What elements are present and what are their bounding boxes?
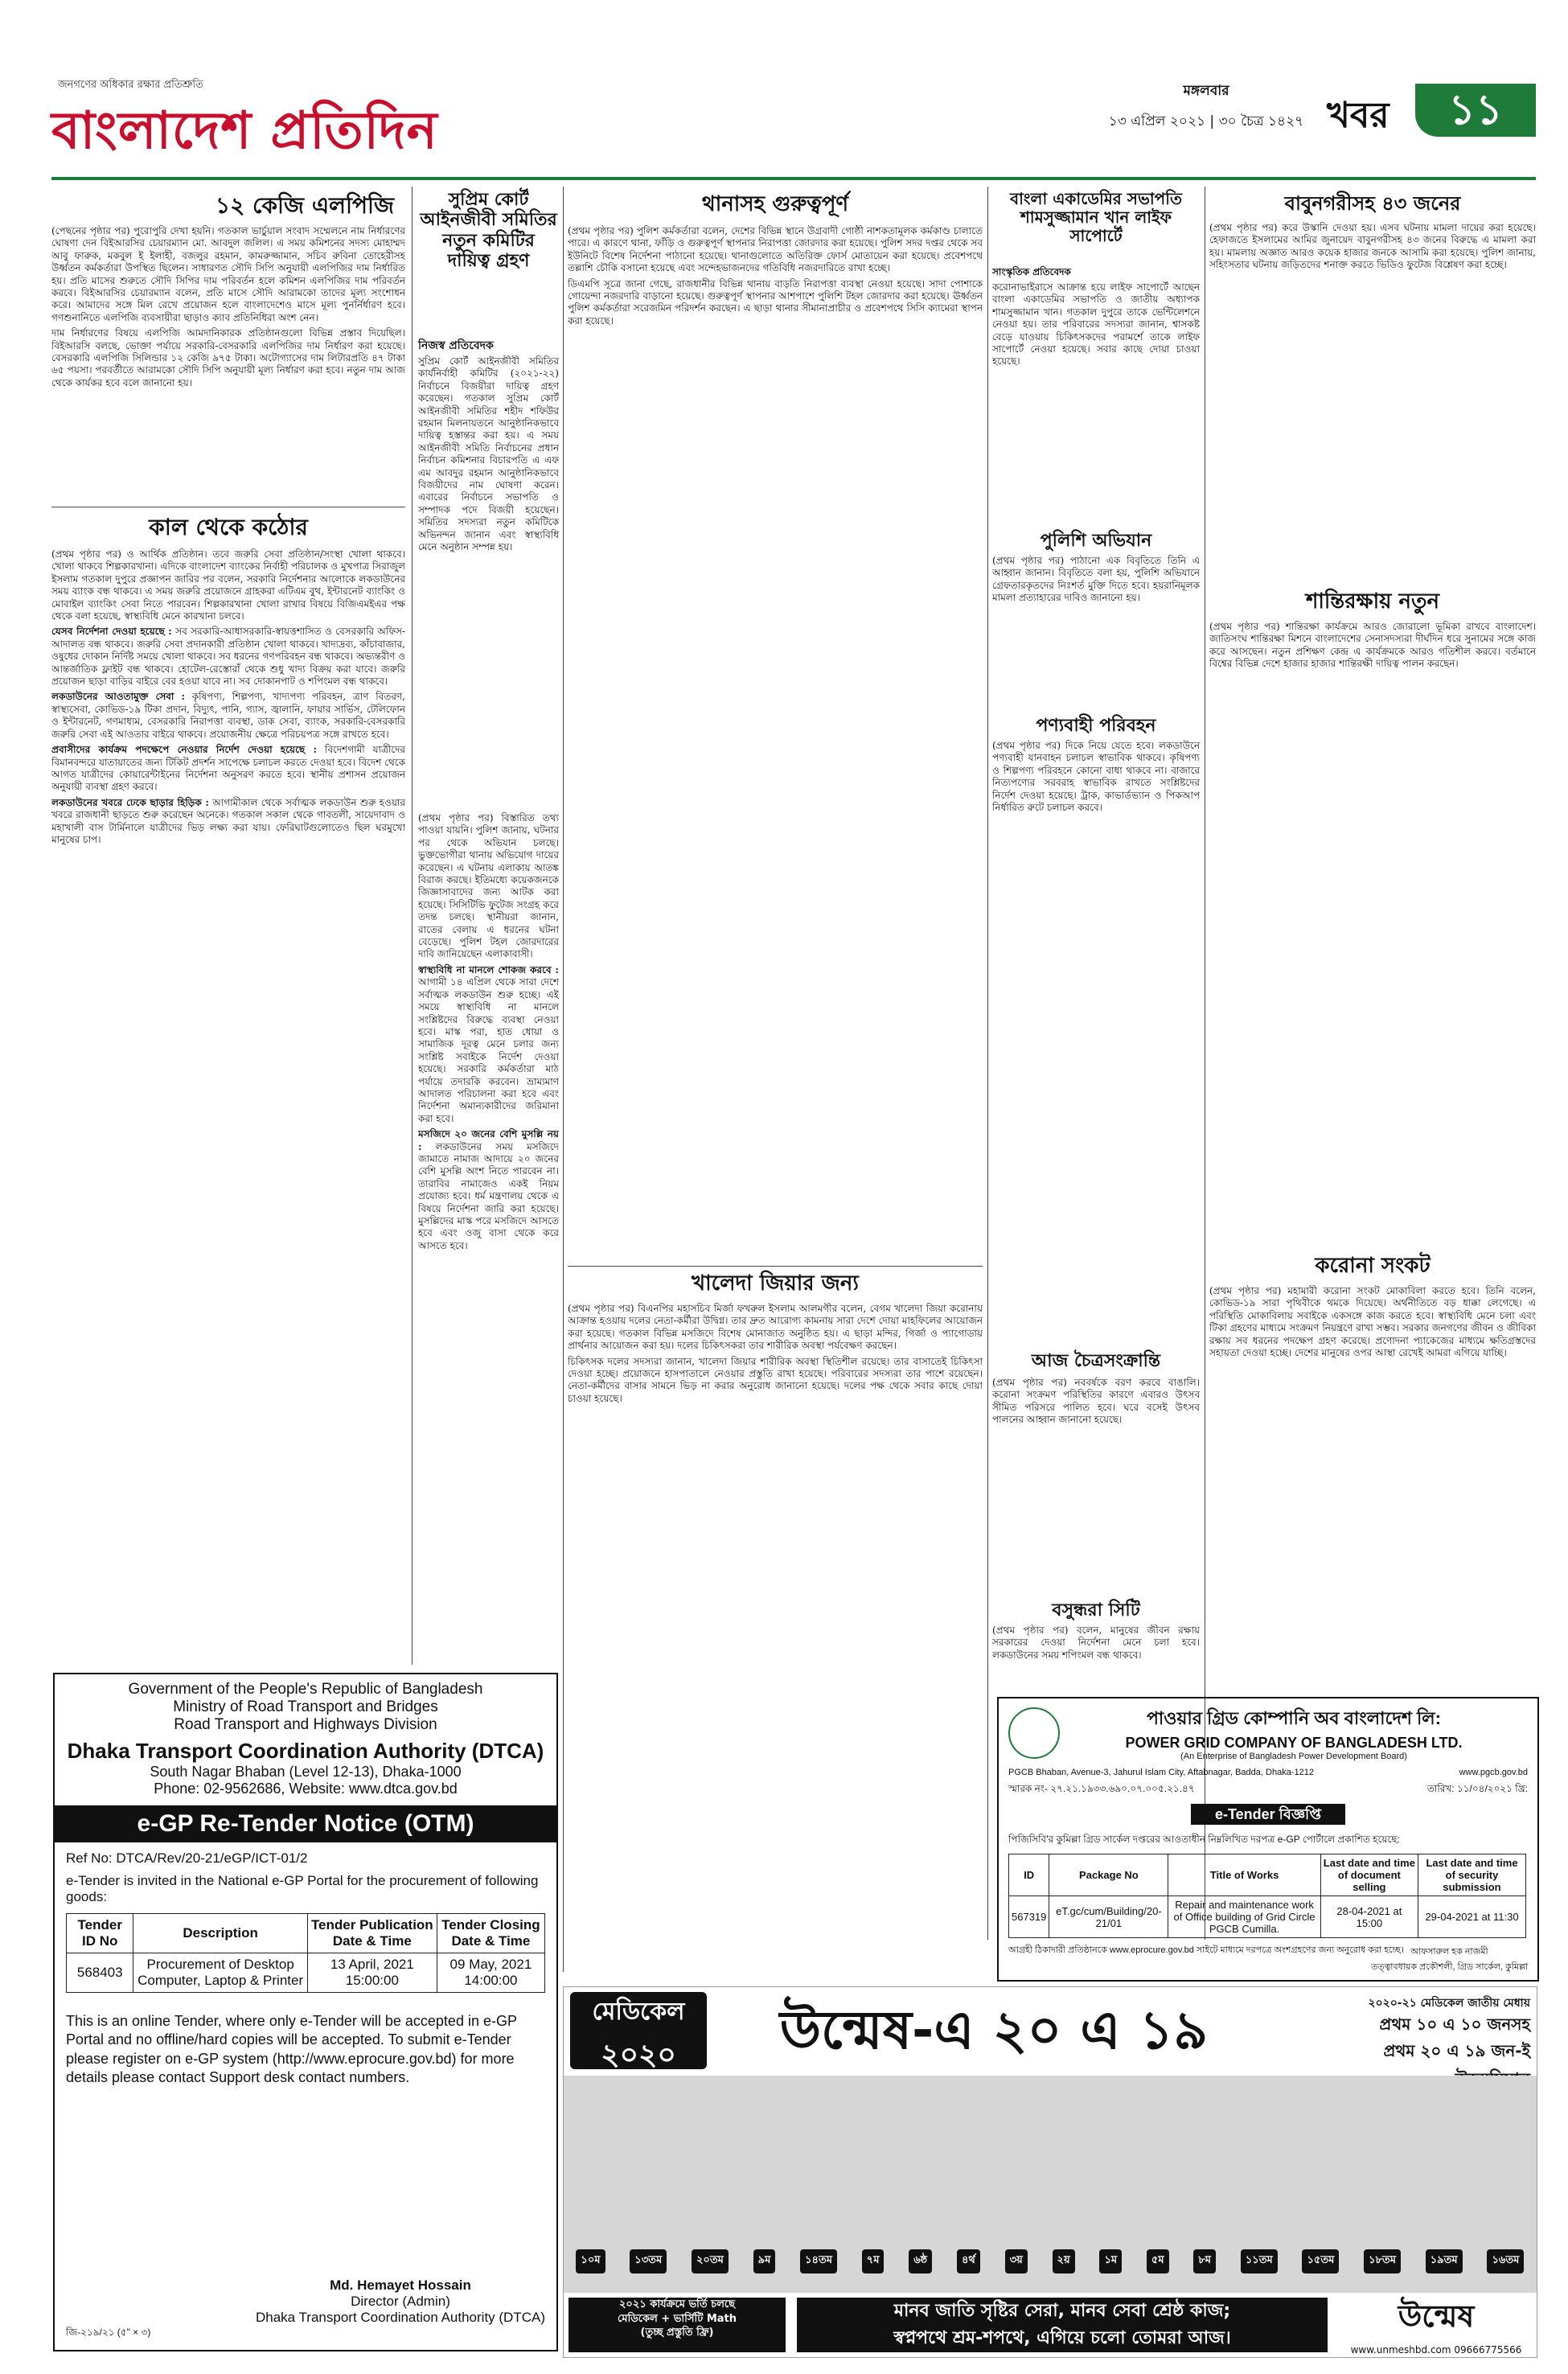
ad-contact: Phone: 02-9562686, Website: www.dtca.gov.bd xyxy=(154,1780,458,1797)
table-header: Last date and time of security submission xyxy=(1418,1854,1526,1896)
headline-peacekeeping: শান্তিরক্ষায় নতুন xyxy=(1305,589,1440,614)
ad-note: This is an online Tender, where only e-Tender will be accepted in e-GP Portal and no offline/hard copies will be accepted. To submit e-Tender please register on e-GP system (http://www.eprocure.gov.bd) for more details please contact Support desk contact numbers. xyxy=(66,2013,517,2086)
ad-phone: 09666775566 xyxy=(1454,2344,1522,2356)
table-cell: Procurement of Desktop Computer, Laptop & Printer xyxy=(133,1953,307,1993)
headline-police: পুলিশি অভিযান xyxy=(1040,531,1152,551)
issue-date: ১৩ এপ্রিল ২০২১ | ৩০ চৈত্র ১৪২৭ xyxy=(1108,113,1304,129)
headline-thana: থানাসহ গুরুত্বপূর্ণ xyxy=(701,192,849,216)
pgcb-banner: e-Tender বিজ্ঞপ্তি xyxy=(1191,1804,1345,1825)
ad-headline: উন্মেষ-এ ২০ এ ১৯ xyxy=(779,1999,1209,2061)
date-box xyxy=(1086,80,1327,133)
article-chaitra xyxy=(992,1377,1200,1594)
dtca-tender-ad xyxy=(53,1673,558,2351)
headline-lpg: ১২ কেজি এলপিজি xyxy=(215,192,395,219)
rank-badge: ১৩তম xyxy=(630,2249,667,2273)
table-header: Title of Works xyxy=(1168,1854,1320,1896)
ad-contact xyxy=(1336,2344,1537,2356)
page-number: ১১ xyxy=(1415,84,1536,137)
ad-admission-box xyxy=(569,2298,786,2352)
pgcb-tender-ad xyxy=(997,1697,1539,1982)
pgcb-memo-date: তারিখ: ১১/০৪/২০২১ খ্রি: xyxy=(1426,1783,1528,1794)
headline-bangla-academy: বাংলা একাডেমির সভাপতি শামসুজ্জামান খান লাইফ সাপোর্টে xyxy=(1010,189,1182,245)
table-header: Package No xyxy=(1049,1854,1168,1896)
subhead: স্বাস্থ্যবিধি না মানলে শোকজ করবে : xyxy=(418,963,559,975)
article-lpg xyxy=(51,225,405,499)
article-text: (প্রথম পৃষ্ঠার পর) মহামারী করোনা সংকট মোকাবিলা করতে হবে। তিনি বলেন, কোভিড-১৯ সারা পৃথিবীকে থমকে দিয়েছে। অর্থনীতিতে বড় ধাক্কা লেগেছে। এ পরিস্থিতি মোকাবিলায় সবাইকে একসঙ্গে কাজ করতে হবে। স্বাস্থ্যবিধি মেনে চলা এবং টিকা গ্রহণের মাধ্যমে সংক্রমণ নিয়ন্ত্রণে রাখা সম্ভব। সরকার জনগণের জীবন ও জীবিকা রক্ষায় সব ধরনের পদক্ষেপ গ্রহণ করেছে। প্রণোদনা প্যাকেজের মাধ্যমে ক্ষতিগ্রস্তদের সহায়তা দেওয়া হচ্ছে। দেশের মানুষের ওপর আস্থা রেখেই আমরা এগিয়ে যাচ্ছি। xyxy=(1209,1285,1536,1359)
signer-name: Md. Hemayet Hossain xyxy=(330,2277,471,2293)
article-text: সব সরকারি-আধাসরকারি-স্বায়ত্তশাসিত ও বেসরকারি অফিস-আদালত বন্ধ থাকবে। জরুরি সেবা প্রদানকারী প্রতিষ্ঠান খোলা থাকবে। খাদ্যদ্রব্য, কাঁচাবাজার, ওষুধের দোকান নির্দিষ্ট সময়ে খোলা থাকবে। সব ধরনের গণপরিবহন বন্ধ থাকবে। অভ্যন্তরীণ ও আন্তর্জাতিক ফ্লাইট বন্ধ থাকবে। হোটেল-রেস্তোরাঁ থেকে শুধু খাদ্য বিক্রয় করা যাবে। জরুরি প্রয়োজন ছাড়া বাড়ির বাইরে বের হওয়া যাবে না। সব দোকানপাট ও শপিংমল বন্ধ থাকবে। xyxy=(51,626,405,688)
ad-brand xyxy=(1336,2293,1537,2356)
rank-badge: ১ম xyxy=(1099,2249,1122,2273)
article-text: (প্রথম পৃষ্ঠার পর) বিএনপির মহাসচিব মির্জা ফখরুল ইসলাম আলমগীর বলেন, বেগম খালেদা জিয়া করোনায় আক্রান্ত হওয়ায় দলের নেতা-কর্মীরা উদ্বিগ্ন। তার দ্রুত আরোগ্য কামনায় সারা দেশে দোয়া মাহফিলের আয়োজন করা হয়েছে। গতকাল বিভিন্ন মসজিদে বিশেষ মোনাজাত অনুষ্ঠিত হয়। এ ছাড়া মন্দির, গির্জা ও প্যাগোডায় প্রার্থনার আয়োজন করা হয়। দলের চিকিৎসকরা তার শারীরিক অবস্থা পর্যবেক্ষণ করছেন। xyxy=(568,1303,983,1352)
masthead-rule xyxy=(51,177,1536,180)
article-text: সুপ্রিম কোর্ট আইনজীবী সমিতির কার্যনির্বাহী কমিটির (২০২১-২২) নির্বাচনে বিজয়ীরা দায়িত্ব গ্রহণ করেছেন। গতকাল সুপ্রিম কোর্ট আইনজীবী সমিতির শহীদ শফিউর রহমান মিলনায়তনে আনুষ্ঠানিকভাবে দায়িত্ব হস্তান্তর করা হয়। এ সময় আইনজীবী সমিতি নির্বাচনের প্রধান নির্বাচন কমিশনার বিচারপতি এ এফ এম আবদুর রহমান আনুষ্ঠানিকভাবে বিজয়ীদের নাম ঘোষণা করেন। এবারের নির্বাচনে সভাপতি ও সম্পাদক পদে বিজয়ী হয়েছেন। সমিতির সদস্যরা নতুন কমিটিকে অভিনন্দন জানান এবং স্বাস্থ্যবিধি মেনে অনুষ্ঠান সম্পন্ন হয়। xyxy=(418,355,559,553)
unmesh-ad xyxy=(563,1986,1537,2358)
rank-badge: ৬ষ্ঠ xyxy=(909,2249,932,2273)
rank-badge: ১১তম xyxy=(1241,2249,1278,2273)
table-header: ID xyxy=(1009,1854,1049,1896)
headline-khaleda: খালেদা জিয়ার জন্য xyxy=(692,1271,859,1296)
article-text: (প্রথম পৃষ্ঠার পর) বিস্তারিত তথ্য পাওয়া যায়নি। পুলিশ জানায়, ঘটনার পর থেকে অভিযান চলছে। ভুক্তভোগীরা থানায় অভিযোগ দায়ের করেছেন। এ ঘটনায় এলাকায় আতঙ্ক বিরাজ করছে। ইতিমধ্যে কয়েকজনকে জিজ্ঞাসাবাদের জন্য আটক করা হয়েছে। সিসিটিভি ফুটেজ সংগ্রহ করে তদন্ত চলছে। স্থানীয়রা জানান, রাতের বেলায় এ ধরনের ঘটনা বেড়েছে। পুলিশ টহল জোরদারের দাবি জানিয়েছেন এলাকাবাসী। xyxy=(418,812,559,960)
pgcb-name-bn: পাওয়ার গ্রিড কোম্পানি অব বাংলাদেশ লি: xyxy=(1146,1708,1442,1728)
article-text: (প্রথম পৃষ্ঠার পর) ও আর্থিক প্রতিষ্ঠান। তবে জরুরি সেবা প্রতিষ্ঠান/সংস্থা খোলা থাকবে। খোলা থাকবে শিল্পকারখানা। এদিকে বাংলাদেশ ব্যাংকের নির্বাহী পরিচালক ও মুখপাত্র সিরাজুল ইসলাম গতকাল দুপুরে প্রজ্ঞাপন জারির পর বলেন, সরকারি নির্দেশনার আলোকে লকডাউনের সময় ব্যাংক বন্ধ থাকবে। এ সময় জরুরি প্রয়োজনে গ্রাহকরা এটিএম বুথ, ইন্টারনেট ব্যাংকিং ও মোবাইল ব্যাংকিং সেবা নিতে পারবেন। শিল্পকারখানা খোলা রাখার বিষয়ে বিজিএমইএর পক্ষ থেকে বলা হয়েছে, স্বাস্থ্যবিধি মেনে কারখানা চলবে। xyxy=(51,548,405,622)
ad-line: Ministry of Road Transport and Bridges xyxy=(173,1698,438,1715)
rank-badge: ১০ম xyxy=(576,2249,605,2273)
byline: সাংস্কৃতিক প্রতিবেদক xyxy=(992,266,1071,277)
article-text: (প্রথম পৃষ্ঠার পর) দিকে নিয়ে যেতে হবে। লকডাউনে পণ্যবাহী যানবাহন চলাচল স্বাভাবিক থাকবে। কৃষিপণ্য ও শিল্পপণ্য পরিবহনে কোনো বাধা থাকবে না। বাজারে নিত্যপণ্যের সরবরাহ স্বাভাবিক রাখতে সংশ্লিষ্টদের নির্দেশ দেওয়া হয়েছে। ট্রাক, কাভার্ডভ্যান ও পিকআপ নির্ধারিত রুটে চলাচল করবে। xyxy=(992,740,1200,814)
article-text: (প্রথম পৃষ্ঠার পর) পুলিশ কর্মকর্তারা বলেন, দেশের বিভিন্ন স্থানে উগ্রবাদী গোষ্ঠী নাশকতামূলক কর্মকাণ্ড চালাতে পারে। এ কারণে থানা, ফাঁড়ি ও গুরুত্বপূর্ণ স্থাপনার নিরাপত্তা জোরদার করা হয়েছে। পুলিশ সদর দপ্তর থেকে সব ইউনিটে বিশেষ নির্দেশনা পাঠানো হয়েছে। থানাগুলোতে অতিরিক্ত ফোর্স মোতায়েন করা হয়েছে। প্রবেশপথে তল্লাশি চৌকি বসানো হয়েছে এবং সন্দেহভাজনদের গতিবিধি নজরদারিতে রাখা হচ্ছে। xyxy=(568,225,983,274)
signer-designation: Director (Admin) xyxy=(351,2294,450,2309)
tender-table xyxy=(66,1913,545,1993)
table-cell: eT.gc/cum/Building/20-21/01 xyxy=(1049,1896,1168,1938)
ad-signature xyxy=(256,2277,545,2326)
section-title: খবর xyxy=(1327,95,1389,136)
ad-address: South Nagar Bhaban (Level 12-13), Dhaka-1000 xyxy=(150,1764,462,1780)
subhead: লকডাউনের খবরে ঢেকে ছাড়ার হিড়িক : xyxy=(51,796,209,808)
ad-banner: e-GP Re-Tender Notice (OTM) xyxy=(55,1805,556,1842)
article-text: আগামী ১৪ এপ্রিল থেকে সারা দেশে সর্বাত্মক লকডাউন শুরু হচ্ছে। এই সময়ে স্বাস্থ্যবিধি না মানলে সংশ্লিষ্টদের বিরুদ্ধে ব্যবস্থা নেওয়া হবে। মাস্ক পরা, হাত ধোয়া ও সামাজিক দূরত্ব মেনে চলার জন্য সংশ্লিষ্ট সবাইকে নির্দেশ দেওয়া হয়েছে। সরকারি কর্মকর্তারা মাঠ পর্যায়ে তদারকি করবেন। ভ্রাম্যমাণ আদালত পরিচালনা করা হবে এবং নির্দেশনা অমান্যকারীদের জরিমানা করা হবে। xyxy=(418,976,559,1124)
table-header: Last date and time of document selling xyxy=(1320,1854,1418,1896)
ad-logo: উন্মেষ xyxy=(1398,2298,1475,2334)
table-cell: 567319 xyxy=(1009,1896,1049,1938)
ad-claim-line: ২০২০-২১ মেডিকেল জাতীয় মেধায় xyxy=(1368,1997,1530,2010)
subhead: প্রবাসীদের কার্যক্রম পদক্ষেপে নেওয়ার নির্দেশ দেওয়া হয়েছে : xyxy=(51,744,317,756)
ad-invite: e-Tender is invited in the National e-GP Portal for the procurement of following goods: xyxy=(66,1873,539,1904)
table-row xyxy=(67,1953,545,1993)
article-text: বিদেশগামী যাত্রীদের বিমানবন্দরে যাতায়াতের জন্য টিকিট প্রদর্শন সাপেক্ষে চলাচল করতে দেওয়া হবে। বিদেশ থেকে আগত যাত্রীদের কোয়ারেন্টাইনের নির্দেশনা অনুসরণ করতে হবে। স্থানীয় প্রশাসন প্রয়োজন অনুযায়ী ব্যবস্থা গ্রহণ করবে। xyxy=(51,744,405,793)
ad-medical-label: মেডিকেল xyxy=(592,1998,685,2026)
rank-badge: ৯ম xyxy=(753,2249,776,2273)
article-supreme-court xyxy=(418,355,559,806)
headline-transport: পণ্যবাহী পরিবহন xyxy=(1036,716,1156,736)
ad-medical-box xyxy=(570,1992,707,2072)
signer-name: আফসারুল হক নাজমী xyxy=(1410,1947,1488,1957)
ad-admission-line: (তুচ্ছ প্রস্তুতি ফ্রি) xyxy=(640,2327,714,2339)
article-text: ডিএমপি সূত্রে জানা গেছে, রাজধানীর বিভিন্ন থানায় বাড়তি নিরাপত্তা ব্যবস্থা নেওয়া হয়েছে। সাদা পোশাকে গোয়েন্দা নজরদারি বাড়ানো হয়েছে। গুরুত্বপূর্ণ স্থাপনার আশপাশে পুলিশি টহল জোরদার করা হয়েছে। ঊর্ধ্বতন পুলিশ কর্মকর্তারা সরেজমিন পরিদর্শন করছেন। এ ছাড়া থানার সীমানাপ্রাচীর ও প্রবেশপথে সিসি ক্যামেরা স্থাপন করা হয়েছে। xyxy=(568,277,983,327)
rank-badge: ১৫তম xyxy=(1302,2249,1339,2273)
article-transport xyxy=(992,740,1200,1343)
pgcb-intro: পিজিসিবি'র কুমিল্লা গ্রিড সার্কেল দপ্তরের আওতাধীন নিম্নলিখিত দরপত্র e-GP পোর্টালে প্রকাশিত হয়েছে: xyxy=(1008,1834,1400,1845)
signer-org: Dhaka Transport Coordination Authority (DTCA) xyxy=(256,2310,545,2325)
ad-slogan-line: মানব জাতি সৃষ্টির সেরা, মানব সেবা শ্রেষ্ঠ কাজ; xyxy=(893,2301,1231,2321)
headline-supreme-court: সুপ্রিম কোর্ট আইনজীবী সমিতির নতুন কমিটির দায়িত্ব গ্রহণ xyxy=(420,190,557,271)
ad-web: www.unmeshbd.com xyxy=(1350,2344,1451,2356)
pgcb-logo-icon xyxy=(1008,1707,1060,1759)
signer-designation: তত্ত্বাবধায়ক প্রকৌশলী, গ্রিড সার্কেল, কুমিল্লা xyxy=(1370,1962,1528,1972)
pgcb-memo: স্মারক নং- ২৭.২১.১৯৩৩.৬৯০.০৭.০০৫.২১.৪৭ xyxy=(1008,1783,1195,1794)
article-babunagari xyxy=(1209,222,1536,584)
pgcb-table xyxy=(1008,1854,1526,1938)
rank-badge: ২য় xyxy=(1053,2249,1075,2273)
column-divider xyxy=(563,187,564,1972)
headline-babunagari: বাবুনগরীসহ ৪৩ জনের xyxy=(1284,192,1461,215)
rank-badge: ১৯তম xyxy=(1426,2249,1463,2273)
rank-badge: ১৪তম xyxy=(800,2249,837,2273)
article-text: (পেছনের পৃষ্ঠার পর) পুরোপুরি দেখা হয়নি। গতকাল ভার্চুয়াল সংবাদ সম্মেলনে নাম নির্ধারণের ঘোষণা দেন বিইআরসির চেয়ারম্যান মো. আবদুল জলিল। এ সময় কমিশনের সদস্য মোহাম্মদ আবু ফারুক, মকবুল ই ইলাহী, বজলুর রহমান, কামরুজ্জামান, সচিব রুবিনা তোহেরীসহ উর্ধ্বতন কর্মকর্তারা উপস্থিত ছিলেন। সাধারণত সৌদি সিপি অনুযায়ী এলপিজির দাম নির্ধারিত হয়। প্রতি মাসের শুরুতে সৌদি সিপির দাম পরিবর্তন হলে কমিশন এলপিজির দাম পরিবর্তন করবে। বিইআরসির চেয়ারম্যান বলেন, প্রতি মাসে সৌদি আরামকো তাদের মূল্য সংশোধন করে। আমাদের সঙ্গে মিল রেখে প্রয়োজন হলে বাংলাদেশেও মাসে মূল্য পুনর্নির্ধারণ হবে। গণশুনানিতে এলপিজি ব্যবসায়ীরা ছাড়াও ক্যাব প্রতিনিধিরা অংশ নেন। xyxy=(51,225,405,323)
rank-badge: ৪র্থ xyxy=(957,2249,980,2273)
article-text: দাম নির্ধারণের বিষয়ে এলপিজি আমদানিকারক প্রতিষ্ঠানগুলো বিভিন্ন প্রস্তাব দিয়েছিল। বিইআরসি বলছে, ভোক্তা পর্যায়ে সরকারি-বেসরকারি এলপিজির দাম নির্ধারণ করা হয়েছে। বেসরকারি এলপিজি সিলিন্ডার ১২ কেজি ৯৭৫ টাকা। অটোগ্যাসের দাম লিটারপ্রতি ৪৭ টাকা ৬৫ পয়সা। পরবর্তীতে আরামকো সৌদি সিপি অনুযায়ী মূল্য নির্ধারণ করা হবে। নতুন দাম আজ থেকে কার্যকর হবে বলে জানানো হয়। xyxy=(51,327,405,388)
ad-slogan xyxy=(797,2298,1328,2352)
table-cell: 13 April, 2021 15:00:00 xyxy=(307,1953,437,1993)
table-header: Description xyxy=(133,1914,307,1953)
article-text: (প্রথম পৃষ্ঠার পর) নববর্ষকে বরণ করবে বাঙালি। করোনা সংক্রমণ পরিস্থিতির কারণে এবারও উৎসব সীমিত পরিসরে পালিত হবে। ঘরে বসেই উৎসব পালনের আহ্বান জানানো হয়েছে। xyxy=(992,1377,1200,1426)
ad-admission-line: ২০২১ কার্যক্রমে ভর্তি চলছে xyxy=(618,2298,735,2310)
article-lockdown xyxy=(51,548,405,1666)
table-header: Tender Closing Date & Time xyxy=(437,1914,544,1953)
newspaper-logo: বাংলাদেশ প্রতিদিন xyxy=(51,101,438,161)
rank-badge: ৫ম xyxy=(1147,2249,1169,2273)
rank-badge: ২০তম xyxy=(692,2249,729,2273)
pgcb-address: PGCB Bhaban, Avenue-3, Jahurul Islam City, Aftabnagar, Badda, Dhaka-1212 xyxy=(1008,1768,1314,1777)
table-cell: 29-04-2021 at 11:30 xyxy=(1418,1896,1526,1938)
ad-line: Government of the People's Republic of Bangladesh xyxy=(128,1681,483,1698)
weekday: মঙ্গলবার xyxy=(1183,83,1229,99)
headline-lockdown: কাল থেকে কঠোর xyxy=(149,514,308,540)
ad-claim-line: প্রথম ২০ এ ১৯ জন-ই xyxy=(1383,2041,1530,2060)
ad-rank-strip xyxy=(564,2249,1537,2273)
ad-bottom-band xyxy=(564,2293,1537,2357)
subhead: লকডাউনের আওতামুক্ত সেবা : xyxy=(51,691,185,703)
column-divider xyxy=(412,187,413,1665)
pgcb-note: আগ্রহী ঠিকাদারী প্রতিষ্ঠানকে www.eprocure.gov.bd সাইটে মাধ্যমে দরপত্রে অংশগ্রহণের জন্য অনুরোধ করা হচ্ছে। xyxy=(1008,1945,1404,1955)
column-divider xyxy=(987,187,988,1940)
ad-ref: Ref No: DTCA/Rev/20-21/eGP/ICT-01/2 xyxy=(66,1850,308,1866)
table-cell: 28-04-2021 at 15:00 xyxy=(1320,1896,1418,1938)
article-khaleda xyxy=(568,1303,983,1938)
ad-claim-line: প্রথম ১০ এ ১০ জনসহ xyxy=(1379,2015,1530,2034)
ad-code: জি-২১৯/২১ (৫" × ৩) xyxy=(66,2327,151,2338)
article-text: করোনাভাইরাসে আক্রান্ত হয়ে লাইফ সাপোর্টে আছেন বাংলা একাডেমির সভাপতি ও জাতীয় অধ্যাপক শামসুজ্জামান খান। গতকাল দুপুরে তাকে ভেন্টিলেশনে নেওয়া হয়। তার পরিবারের সদস্যরা জানান, শ্বাসকষ্ট বেড়ে যাওয়ায় চিকিৎসকদের পরামর্শে তাকে লাইফ সাপোর্টে নেওয়া হয়েছে। সবার কাছে দোয়া চাওয়া হয়েছে। xyxy=(992,281,1200,368)
rank-badge: ১৮তম xyxy=(1364,2249,1401,2273)
pgcb-tag: (An Enterprise of Bangladesh Power Development Board) xyxy=(1180,1752,1407,1761)
table-header: Tender ID No xyxy=(67,1914,133,1953)
table-row xyxy=(1009,1896,1526,1938)
table-cell: 09 May, 2021 14:00:00 xyxy=(437,1953,544,1993)
divider xyxy=(568,1266,983,1267)
article-text: কৃষিপণ্য, শিল্পপণ্য, খাদ্যপণ্য পরিবহন, ত্রাণ বিতরণ, স্বাস্থ্যসেবা, কোভিড-১৯ টিকা প্রদান, বিদ্যুৎ, পানি, গ্যাস, জ্বালানি, ফায়ার সার্ভিস, টেলিফোন ও ইন্টারনেট, গণমাধ্যম, বেসরকারি নিরাপত্তা ব্যবস্থা, ডাক সেবা, ব্যাংক, সরকারি-বেসরকারি জরুরি সেবা এই আওতার বাইরে থাকবে। প্রয়োজনীয় ক্ষেত্রে পরিচয়পত্র সঙ্গে রাখতে হবে। xyxy=(51,691,405,740)
article-text: (প্রথম পৃষ্ঠার পর) করে উস্কানি দেওয়া হয়। এসব ঘটনায় মামলা দায়ের করা হয়েছে। হেফাজতে ইসলামের আমির জুনায়েদ বাবুনগরীসহ ৪৩ জনের বিরুদ্ধে এ মামলা করা হয়। মামলায় অজ্ঞাত আরও কয়েক হাজার জনকে আসামি করা হয়েছে। পুলিশ জানায়, সহিংসতার ঘটনায় জড়িতদের শনাক্ত করতে ভিডিও ফুটেজ বিশ্লেষণ করা হচ্ছে। xyxy=(1209,222,1536,271)
subhead: মসজিদে ২০ জনের বেশি মুসল্লি নয় : xyxy=(418,1128,559,1152)
rank-badge: ৩য় xyxy=(1005,2249,1028,2273)
ad-slogan-line: স্বপ্নপথে শ্রম-শপথে, এগিয়ে চলো তোমরা আজ। xyxy=(893,2328,1231,2348)
article-thana xyxy=(568,225,983,1263)
table-cell: Repair and maintenance work of Office building of Grid Circle PGCB Cumilla. xyxy=(1168,1896,1320,1938)
headline-corona: করোনা সংকট xyxy=(1315,1254,1430,1278)
masthead-logo xyxy=(51,77,502,172)
article-text: চিকিৎসক দলের সদস্যরা জানান, খালেদা জিয়ার শারীরিক অবস্থা স্থিতিশীল রয়েছে। তার বাসাতেই চিকিৎসা দেওয়া হচ্ছে। প্রয়োজনে হাসপাতালে নেওয়ার প্রস্তুতি রাখা হয়েছে। পরিবারের সদস্যরা তার পাশে রয়েছেন। নেতা-কর্মীদের বাসার সামনে ভিড় না করার অনুরোধ জানানো হয়েছে। দলের পক্ষ থেকে সবার কাছে দোয়া চাওয়া হয়েছে। xyxy=(568,1355,983,1404)
rank-badge: ৮ম xyxy=(1193,2249,1216,2273)
ad-admission-line: মেডিকেল + ভার্সিটি Math xyxy=(618,2312,737,2325)
pgcb-web: www.pgcb.gov.bd xyxy=(1459,1768,1528,1777)
subhead: যেসব নির্দেশনা দেওয়া হয়েছে : xyxy=(51,626,172,638)
table-header: Tender Publication Date & Time xyxy=(307,1914,437,1953)
article-text: (প্রথম পৃষ্ঠার পর) শান্তিরক্ষা কার্যক্রমে আরও জোরালো ভূমিকা রাখবে বাংলাদেশ। জাতিসংঘ শান্তিরক্ষা মিশনে বাংলাদেশের সেনাসদস্যরা দীর্ঘদিন ধরে সুনামের সঙ্গে কাজ করে আসছেন। নতুন প্রশিক্ষণ কেন্দ্র এ কার্যক্রমকে আরও গতিশীল করবে। বর্তমানে বিশ্বের বিভিন্ন দেশে হাজার হাজার শান্তিরক্ষী দায়িত্ব পালন করছেন। xyxy=(1209,621,1536,670)
article-text: আগামীকাল থেকে সর্বাত্মক লকডাউন শুরু হওয়ার খবরে রাজধানী ছাড়তে শুরু করেছেন অনেকে। গতকাল সকাল থেকে গাবতলী, সায়েদাবাদ ও মহাখালী বাস টার্মিনালে যাত্রীদের ভিড় লক্ষ্য করা যায়। ফেরিঘাটগুলোতেও ছিল ঘরমুখো মানুষের চাপ। xyxy=(51,796,405,845)
ad-line: Road Transport and Highways Division xyxy=(174,1716,437,1733)
byline: নিজস্ব প্রতিবেদক xyxy=(418,339,494,352)
table-cell: 568403 xyxy=(67,1953,133,1993)
rank-badge: ৭ম xyxy=(862,2249,885,2273)
rank-badge: ১৬তম xyxy=(1487,2249,1524,2273)
headline-bashundhara: বসুন্ধরা সিটি xyxy=(1052,1600,1140,1620)
headline-chaitra: আজ চৈত্রসংক্রান্তি xyxy=(1031,1351,1161,1371)
article-peacekeeping xyxy=(1209,621,1536,1248)
masthead-tagline: জনগণের অধিকার রক্ষার প্রতিশ্রুতি xyxy=(58,79,203,91)
article-bangla-academy xyxy=(992,281,1200,523)
ad-year-label: ২০২০ xyxy=(601,2039,676,2072)
article-text: লকডাউনের সময় মসজিদে জামাতে নামাজ আদায়ে ২০ জনের বেশি মুসল্লি অংশ নিতে পারবেন না। তারাবির নামাজেও একই নিয়ম প্রযোজ্য হবে। ধর্ম মন্ত্রণালয় থেকে এ বিষয়ে নির্দেশনা জারি করা হয়েছে। মুসল্লিদের মাস্ক পরে মসজিদে আসতে হবে এবং ওজু বাসা থেকে করে আসতে হবে। xyxy=(418,1140,559,1251)
pgcb-signature xyxy=(1371,1945,1528,1975)
article-police xyxy=(992,555,1200,708)
pgcb-name-en: POWER GRID COMPANY OF BANGLADESH LTD. xyxy=(1125,1735,1463,1751)
article-text: (প্রথম পৃষ্ঠার পর) পাঠানো এক বিবৃতিতে তিনি এ আহ্বান জানান। বিবৃতিতে বলা হয়, পুলিশি অভিযানে গ্রেফতারকৃতদের নিঃশর্ত মুক্তি দিতে হবে। হয়রানিমূলক মামলা প্রত্যাহারের দাবিও জানানো হয়। xyxy=(992,555,1200,604)
ad-org-name: Dhaka Transport Coordination Authority (DTCA) xyxy=(67,1739,544,1763)
article-text: (প্রথম পৃষ্ঠার পর) বলেন, মানুষের জীবন রক্ষায় সরকারের দেওয়া নির্দেশনা মেনে চলা হবে। লকডাউনের সময় শপিংমল বন্ধ থাকবে। xyxy=(992,1624,1200,1661)
